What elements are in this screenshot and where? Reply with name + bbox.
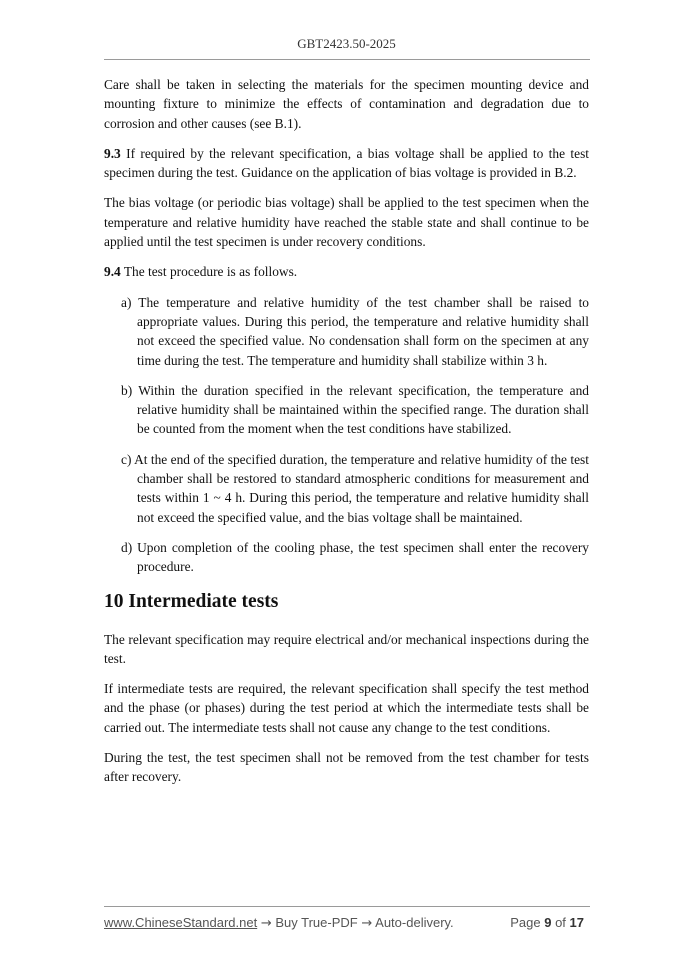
arrow-right-icon: → [260, 916, 272, 931]
arrow-right-icon: → [361, 916, 373, 931]
document-body [104, 75, 589, 798]
clause-9-4 [104, 262, 589, 281]
paragraph-intermediate-inspections: The relevant specification may require electrical and/or mechanical inspections during the test. [104, 631, 589, 666]
page-of: of [555, 915, 566, 930]
clause-9-3 [104, 144, 589, 183]
paragraph-mounting-materials: Care shall be taken in selecting the materials for the specimen mounting device and mounting fixture to minimize the effects of contamination and degradation due to corrosion and other causes (see B.1). [104, 77, 589, 131]
paragraph-bias-voltage: The bias voltage (or periodic bias voltage) shall be applied to the test specimen when the temperature and relative humidity have reached the stable state and shall continue to be applied until the test specimen is under recovery conditions. [104, 195, 589, 250]
list-item-a: a) The temperature and relative humidity of the test chamber shall be raised to appropriate values. During this period, the temperature and relative humidity shall not exceed the specified value. No condensation shall form on the specimen at any time during the test. The temperature and humidity shall stabilize within 3 h. [121, 294, 589, 368]
footer-promo [104, 915, 454, 931]
page-total: 17 [569, 915, 584, 930]
list-item-c: c) At the end of the specified duration, the temperature and relative humidity of the test chamber shall be restored to standard atmospheric conditions for measurement and tests within 1 ~ 4 h. During this period, the temperature and relative humidity shall not exceed the specified value, and the bias voltage shall be maintained. [121, 451, 589, 525]
page-indicator [510, 915, 584, 930]
clause-text: If required by the relevant specification, a bias voltage shall be applied to the test specimen during the test. Guidance on the application of bias voltage is provided in B.2. [104, 145, 589, 181]
section-heading-10: 10 Intermediate tests [104, 590, 279, 612]
clause-number: 9.3 [104, 145, 121, 161]
header-divider [104, 59, 590, 60]
clause-number: 9.4 [104, 264, 121, 280]
procedure-list [104, 293, 589, 577]
list-item-d: d) Upon completion of the cooling phase, the test specimen shall enter the recovery procedure. [121, 539, 589, 575]
paragraph-intermediate-requirements: If intermediate tests are required, the relevant specification shall specify the test method and the phase (or phases) during the test period at which the intermediate tests shall be carried out. The intermediate tests shall not cause any change to the test conditions. [104, 681, 589, 735]
footer-divider [104, 906, 590, 907]
auto-delivery-text: Auto-delivery. [375, 915, 454, 930]
website-link[interactable]: www.ChineseStandard.net [104, 915, 258, 930]
page-header: GBT2423.50-2025 [297, 36, 396, 51]
buy-pdf-text: Buy True-PDF [275, 915, 358, 930]
clause-text: The test procedure is as follows. [120, 264, 298, 280]
paragraph-specimen-removal: During the test, the test specimen shall not be removed from the test chamber for tests after recovery. [104, 750, 589, 785]
page-current: 9 [544, 915, 552, 930]
list-item-b: b) Within the duration specified in the relevant specification, the temperature and relative humidity shall be maintained within the specified range. The duration shall be counted from the moment when the test conditions have stabilized. [121, 382, 589, 437]
page-label: Page [510, 915, 541, 930]
